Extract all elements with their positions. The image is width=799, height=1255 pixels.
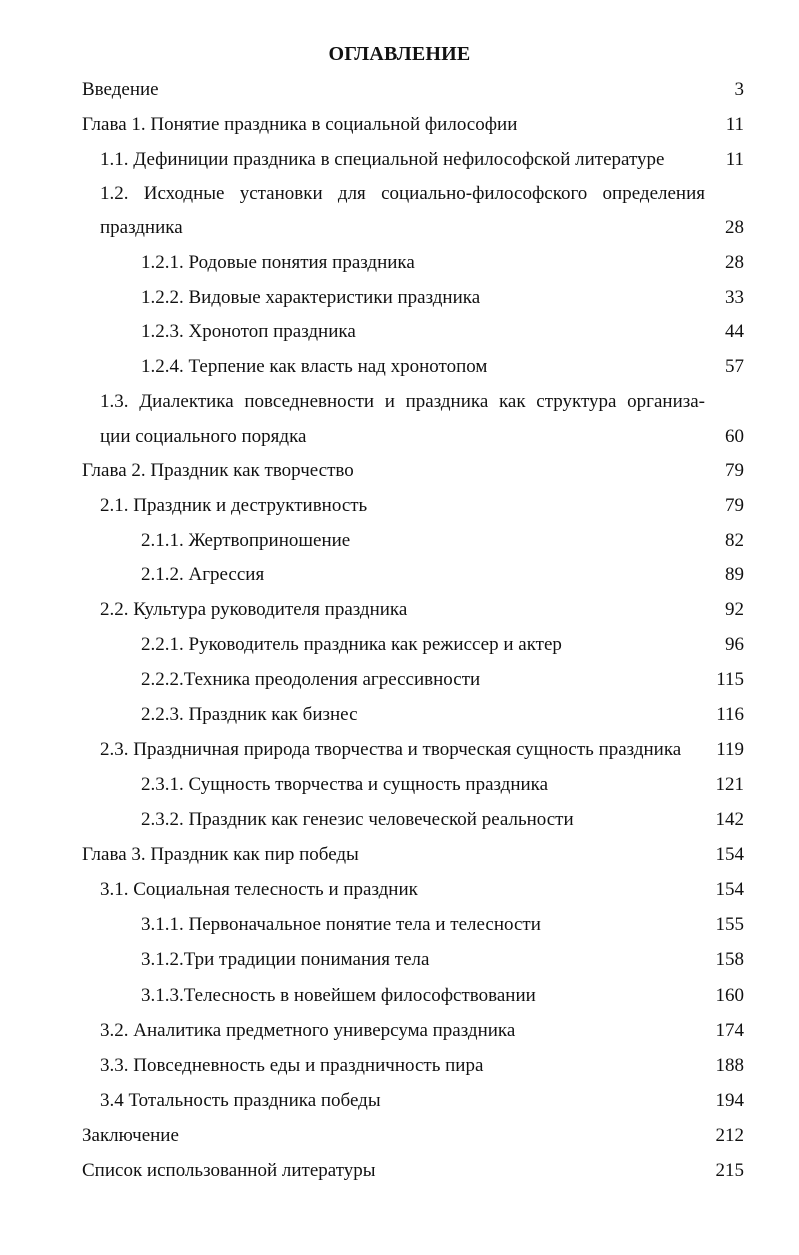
toc-entry-subsection-1-2-3: [0, 320, 799, 344]
toc-entry-text: 3.3. Повседневность еды и праздничность пира: [100, 1055, 484, 1076]
toc-entry-subsection-1-2-1: [0, 251, 799, 275]
toc-entry-chapter-3: [0, 843, 799, 867]
toc-entry-text: 3.1.1. Первоначальное понятие тела и телесности: [141, 914, 541, 935]
toc-entry-subsection-2-3-2: [0, 808, 799, 832]
toc-entry-text: 1.2.4. Терпение как власть над хронотопом: [141, 356, 488, 377]
toc-entry-subsection-3-1-2: [0, 948, 799, 972]
toc-entry-text: 2.3. Праздничная природа творчества и творческая сущность праздника: [100, 739, 682, 760]
toc-entry-page: 174: [715, 1020, 744, 1041]
toc-entry-page: 212: [715, 1125, 744, 1146]
toc-entry-chapter-1: [0, 113, 799, 137]
toc-entry-text: праздника: [100, 217, 183, 238]
toc-entry-section-3-1: [0, 878, 799, 902]
toc-entry-page: 57: [725, 356, 744, 377]
toc-entry-page: 142: [715, 809, 744, 830]
toc-entry-text: 1.1. Дефиниции праздника в специальной нефилософской литературе: [100, 149, 665, 170]
toc-entry-page: 160: [715, 985, 744, 1006]
toc-entry-page: 96: [725, 634, 744, 655]
toc-entry-section-3-2: [0, 1019, 799, 1043]
toc-entry-text: 2.2.3. Праздник как бизнес: [141, 704, 358, 725]
toc-entry-section-1-3-line1: 1.3. Диалектика повседневности и праздника как структура организа-: [100, 391, 705, 412]
toc-entry-page: 82: [725, 530, 744, 551]
toc-entry-text: 2.1.1. Жертвоприношение: [141, 530, 351, 551]
toc-entry-page: 89: [725, 564, 744, 585]
toc-entry-page: 28: [725, 217, 744, 238]
toc-entry-text: 2.3.1. Сущность творчества и сущность праздника: [141, 774, 549, 795]
toc-entry-text: ции социального порядка: [100, 426, 307, 447]
toc-entry-page: 115: [716, 669, 744, 690]
toc-entry-subsection-3-1-3: [0, 984, 799, 1008]
toc-entry-page: 28: [725, 252, 744, 273]
toc-entry-text: 2.3.2. Праздник как генезис человеческой реальности: [141, 809, 574, 830]
toc-entry-page: 3: [734, 79, 744, 100]
toc-entry-text: 3.1. Социальная телесность и праздник: [100, 879, 418, 900]
toc-entry-bibliography: [0, 1159, 799, 1183]
toc-entry-subsection-2-2-2: [0, 668, 799, 692]
toc-entry-subsection-2-3-1: [0, 773, 799, 797]
toc-entry-subsection-2-2-3: [0, 703, 799, 727]
toc-entry-section-1-2-line1: 1.2. Исходные установки для социально-философского определения: [100, 183, 705, 204]
toc-entry-page: 194: [715, 1090, 744, 1111]
toc-entry-text: 1.2.1. Родовые понятия праздника: [141, 252, 415, 273]
toc-entry-subsection-2-1-1: [0, 529, 799, 553]
toc-entry-text: 1.2.3. Хронотоп праздника: [141, 321, 356, 342]
toc-entry-page: 60: [725, 426, 744, 447]
toc-entry-text: 2.1. Праздник и деструктивность: [100, 495, 368, 516]
toc-entry-page: 158: [715, 949, 744, 970]
toc-entry-text: 2.2.2.Техника преодоления агрессивности: [141, 669, 481, 690]
toc-entry-section-2-1: [0, 494, 799, 518]
toc-entry-text: Введение: [82, 79, 159, 100]
toc-entry-page: 154: [715, 844, 744, 865]
toc-entry-text: 3.4 Тотальность праздника победы: [100, 1090, 381, 1111]
toc-entry-subsection-2-1-2: [0, 563, 799, 587]
toc-entry-text: 3.2. Аналитика предметного универсума праздника: [100, 1020, 516, 1041]
toc-entry-text: 2.1.2. Агрессия: [141, 564, 265, 585]
toc-entry-text: Заключение: [82, 1125, 179, 1146]
toc-entry-page: 154: [715, 879, 744, 900]
toc-entry-section-3-3: [0, 1054, 799, 1078]
toc-entry-page: 79: [725, 460, 744, 481]
toc-entry-page: 44: [725, 321, 744, 342]
toc-entry-text: Глава 3. Праздник как пир победы: [82, 844, 359, 865]
toc-entry-section-2-3: [0, 738, 799, 762]
toc-entry-page: 11: [725, 114, 744, 135]
toc-entry-page: 11: [725, 149, 744, 170]
toc-entry-page: 215: [715, 1160, 744, 1181]
toc-entry-text: Список использованной литературы: [82, 1160, 376, 1181]
toc-entry-text: Глава 1. Понятие праздника в социальной философии: [82, 114, 518, 135]
toc-entry-section-1-3: [0, 425, 799, 449]
toc-entry-intro: [0, 78, 799, 102]
toc-entry-conclusion: [0, 1124, 799, 1148]
toc-entry-subsection-1-2-2: [0, 286, 799, 310]
toc-entry-page: 116: [716, 704, 744, 725]
toc-entry-text: 3.1.2.Три традиции понимания тела: [141, 949, 430, 970]
toc-entry-subsection-3-1-1: [0, 913, 799, 937]
toc-entry-page: 33: [725, 287, 744, 308]
toc-entry-text: 1.2.2. Видовые характеристики праздника: [141, 287, 481, 308]
toc-entry-text: 3.1.3.Телесность в новейшем философствовании: [141, 985, 536, 1006]
toc-entry-subsection-1-2-4: [0, 355, 799, 379]
toc-entry-page: 121: [715, 774, 744, 795]
toc-entry-text: Глава 2. Праздник как творчество: [82, 460, 354, 481]
toc-entry-page: 92: [725, 599, 744, 620]
toc-entry-text: 2.2.1. Руководитель праздника как режиссер и актер: [141, 634, 562, 655]
toc-entry-chapter-2: [0, 459, 799, 483]
toc-entry-section-3-4: [0, 1089, 799, 1113]
toc-entry-subsection-2-2-1: [0, 633, 799, 657]
toc-entry-section-1-1: [0, 148, 799, 172]
toc-entry-section-2-2: [0, 598, 799, 622]
toc-entry-page: 119: [716, 739, 744, 760]
toc-entry-page: 188: [715, 1055, 744, 1076]
toc-entry-text: 2.2. Культура руководителя праздника: [100, 599, 408, 620]
page-title: ОГЛАВЛЕНИЕ: [328, 43, 471, 65]
toc-entry-page: 79: [725, 495, 744, 516]
toc-entry-page: 155: [715, 914, 744, 935]
toc-entry-section-1-2: [0, 216, 799, 240]
